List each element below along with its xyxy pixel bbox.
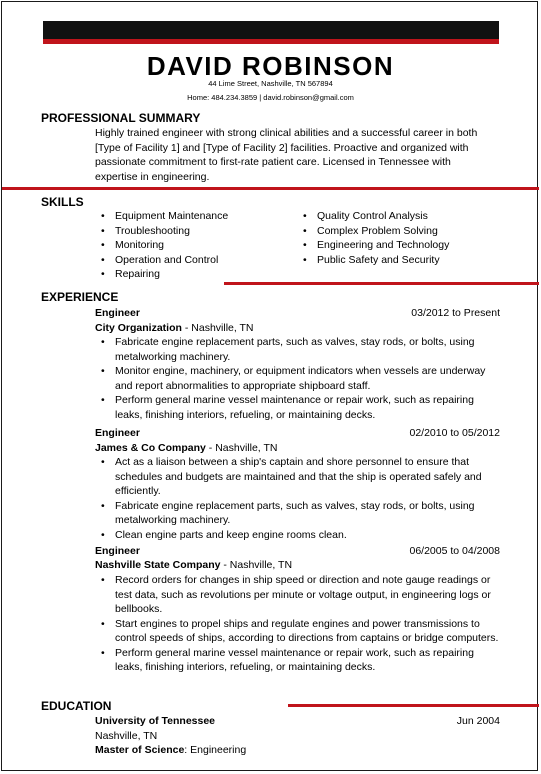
skill-item: • Equipment Maintenance [101,209,228,224]
header-black-bar [43,21,499,39]
job-company: James & Co Company [95,442,206,454]
job-duties [101,573,503,675]
duty-item: • Perform general marine vessel maintenance or repair work, such as repairing leaks, finishing interiors, refueling, or maintaining decks. [101,646,503,675]
duty-item: • Fabricate engine replacement parts, such as valves, stay rods, or bolts, using metalworking machinery. [101,335,503,364]
job-company: Nashville State Company [95,559,221,571]
job-title: Engineer [95,545,140,557]
experience-heading: EXPERIENCE [41,290,119,304]
skills-column-1 [101,209,228,282]
education-divider [288,704,539,707]
skills-divider [224,282,539,285]
job-dates: 06/2005 to 04/2008 [409,545,500,557]
job-dates: 03/2012 to Present [411,307,500,319]
degree: Master of Science [95,744,185,756]
summary-heading: PROFESSIONAL SUMMARY [41,111,201,125]
skills-column-2 [303,209,449,267]
address-line: 44 Lime Street, Nashville, TN 567894 [208,79,333,88]
skill-item: • Complex Problem Solving [303,224,449,239]
skill-item: • Repairing [101,267,228,282]
job-company: City Organization [95,322,182,334]
job-company-line [95,442,277,454]
duty-item: • Clean engine parts and keep engine rooms clean. [101,528,503,543]
job-duties [101,335,503,422]
skill-item: • Troubleshooting [101,224,228,239]
education-heading: EDUCATION [41,699,112,713]
job-location: - Nashville, TN [220,559,293,571]
job-title: Engineer [95,307,140,319]
skill-item: • Operation and Control [101,253,228,268]
job-dates: 02/2010 to 05/2012 [409,427,500,439]
education-date: Jun 2004 [456,715,500,727]
duty-item: • Start engines to propel ships and regulate engines and power transmissions to control speeds of ships, according to directions from captains or bridge computers. [101,617,503,646]
contact-line: Home: 484.234.3859 | david.robinson@gmail.com [187,93,354,102]
duty-item: • Record orders for changes in ship speed or direction and note gauge readings or test data, such as revolutions per minute or voltage output, in engineering logs or bellbooks. [101,573,503,617]
job-location: - Nashville, TN [205,442,278,454]
header-red-bar [43,39,499,44]
summary-divider [2,187,539,190]
duty-item: • Perform general marine vessel maintenance or repair work, such as repairing leaks, finishing interiors, refueling, or maintaining decks. [101,393,503,422]
degree-line [95,744,246,756]
skill-item: • Engineering and Technology [303,238,449,253]
duty-item: • Act as a liaison between a ship's captain and shore personnel to ensure that schedules and budgets are maintained and that the ship is operated safely and efficiently. [101,455,503,499]
skill-item: • Monitoring [101,238,228,253]
job-location: - Nashville, TN [181,322,254,334]
degree-field: : Engineering [184,744,247,756]
school-location: Nashville, TN [95,730,158,742]
school-name: University of Tennessee [95,715,216,727]
duty-item: • Fabricate engine replacement parts, such as valves, stay rods, or bolts, using metalworking machinery. [101,499,503,528]
job-duties [101,455,503,542]
duty-item: • Monitor engine, machinery, or equipment indicators when vessels are underway and report abnormalities to appropriate shipboard staff. [101,364,503,393]
job-title: Engineer [95,427,140,439]
skills-heading: SKILLS [41,195,84,209]
skill-item: • Public Safety and Security [303,253,449,268]
job-company-line [95,559,292,571]
job-company-line [95,322,254,334]
candidate-name: DAVID ROBINSON [146,51,395,81]
skill-item: • Quality Control Analysis [303,209,449,224]
summary-text: Highly trained engineer with strong clinical abilities and a successful career in both [Type of Facility 1] and [Type of Facility 2] facilities. Proactive and organized with passionate commitment to first-rate patient care. Licensed in Tennessee with expertise in engineering. [95,127,478,183]
